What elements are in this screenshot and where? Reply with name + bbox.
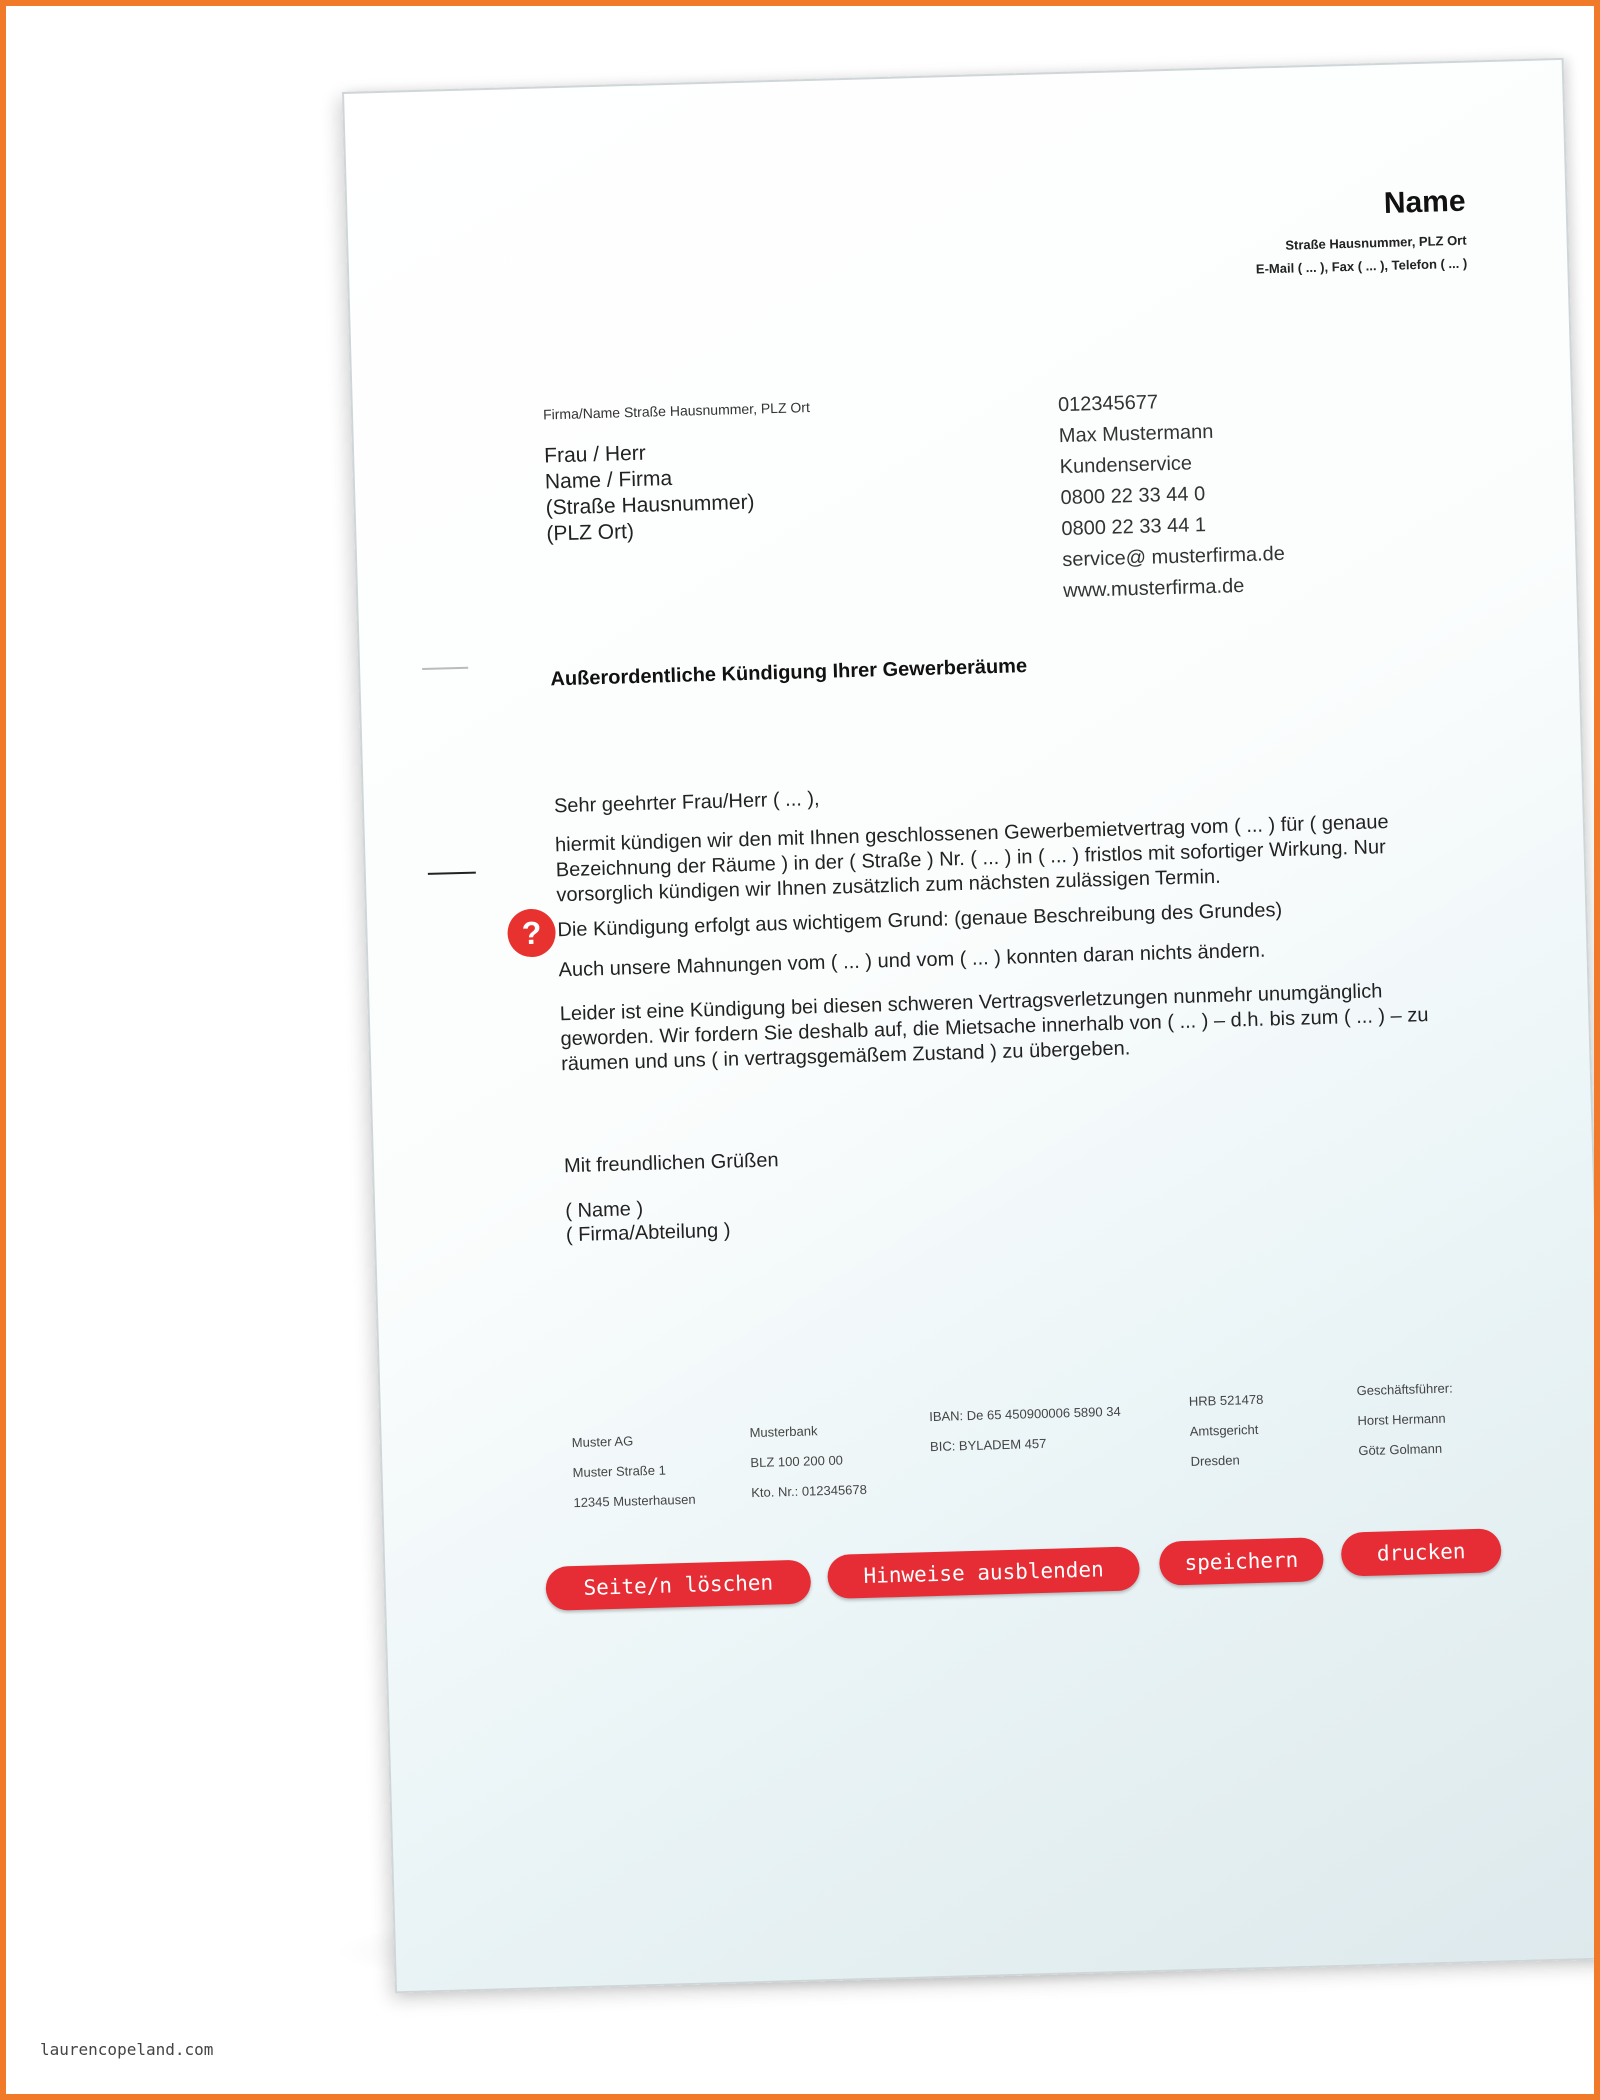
footer-line: HRB 521478 (1188, 1391, 1264, 1409)
signature-name: ( Name ) (565, 1198, 644, 1223)
sender-name: Name (1383, 184, 1466, 220)
footer-register (1188, 1385, 1265, 1477)
closing: Mit freundlichen Grüßen (563, 1149, 779, 1178)
contact-number: 012345677 (1057, 391, 1159, 417)
recipient-line: (Straße Hausnummer) (545, 490, 755, 520)
watermark: laurencopeland.com (40, 2040, 214, 2059)
sender-contact-line: E-Mail ( ... ), Fax ( ... ), Telefon ( ... ) (1255, 255, 1468, 277)
delete-pages-button[interactable]: Seite/n löschen (545, 1560, 811, 1611)
print-button[interactable]: drucken (1341, 1528, 1502, 1576)
salutation: Sehr geehrter Frau/Herr ( ... ), (553, 787, 820, 818)
footer-line: IBAN: De 65 450900006 5890 34 (929, 1403, 1121, 1425)
footer-line: BLZ 100 200 00 (750, 1452, 844, 1471)
contact-email: service@ musterfirma.de (1062, 542, 1286, 572)
recipient-line: Name / Firma (544, 466, 673, 494)
contact-fax: 0800 22 33 44 1 (1061, 514, 1207, 541)
document-page (342, 58, 1600, 1993)
footer-line: BIC: BYLADEM 457 (929, 1435, 1047, 1455)
footer-management (1356, 1373, 1455, 1466)
paragraph-termination: hiermit kündigen wir den mit Ihnen geschlossenen Gewerbemietvertrag vom ( ... ) für ( genaue Bezeichnung der Räume ) in der ( Straße ) Nr. ( ... ) in ( ... ) fristlos mit sofortiger Wirkung. Nur vorsorglich kündigen wir Ihnen zusätzlich zum nächsten zulässigen Termin. (554, 811, 1389, 907)
footer-line: Kto. Nr.: 012345678 (751, 1481, 868, 1501)
footer-line: Amtsgericht (1189, 1421, 1259, 1439)
contact-department: Kundenservice (1059, 452, 1193, 479)
footer-line: 12345 Musterhausen (573, 1491, 696, 1511)
letter-subject: Außerordentliche Kündigung Ihrer Gewerberäume (550, 655, 1028, 691)
sender-address: Straße Hausnummer, PLZ Ort (1285, 232, 1467, 253)
contact-phone: 0800 22 33 44 0 (1060, 483, 1206, 510)
footer-line: Muster AG (571, 1433, 634, 1451)
footer-iban (929, 1397, 1122, 1462)
return-address: Firma/Name Straße Hausnummer, PLZ Ort (542, 399, 811, 423)
recipient-line: (PLZ Ort) (546, 520, 635, 546)
paragraph-reason: Die Kündigung erfolgt aus wichtigem Grund: (genaue Beschreibung des Grundes) (557, 899, 1283, 942)
footer-bank (749, 1415, 867, 1508)
fold-mark (428, 872, 476, 875)
footer-line: Dresden (1190, 1452, 1240, 1469)
paragraph-reminders: Auch unsere Mahnungen vom ( ... ) und vom ( ... ) konnten daran nichts ändern. (558, 939, 1266, 982)
footer-line: Horst Hermann (1357, 1410, 1446, 1429)
footer-line: Muster Straße 1 (572, 1462, 667, 1481)
contact-person: Max Mustermann (1058, 420, 1214, 448)
footer-line: Geschäftsführer: (1356, 1380, 1453, 1399)
fold-mark (422, 667, 468, 670)
recipient-line: Frau / Herr (543, 441, 647, 468)
footer-company (571, 1425, 696, 1518)
save-button[interactable]: speichern (1159, 1537, 1324, 1586)
question-mark-icon[interactable]: ? (507, 908, 556, 957)
paragraph-demand: Leider ist eine Kündigung bei diesen schweren Vertragsverletzungen nunmehr unumgänglich geworden. Wir fordern Sie deshalb auf, die Mietsache innerhalb von ( ... ) – d.h. bis zum ( ... ) – zu räumen und uns ( in vertragsgemäßem Zustand ) zu übergeben. (559, 980, 1429, 1076)
signature-department: ( Firma/Abteilung ) (565, 1219, 731, 1247)
recipient-block (544, 438, 756, 548)
hide-hints-button[interactable]: Hinweise ausblenden (827, 1546, 1140, 1599)
footer-line: Musterbank (749, 1423, 818, 1441)
contact-website: www.musterfirma.de (1062, 575, 1245, 603)
footer-line: Götz Golmann (1358, 1440, 1443, 1459)
